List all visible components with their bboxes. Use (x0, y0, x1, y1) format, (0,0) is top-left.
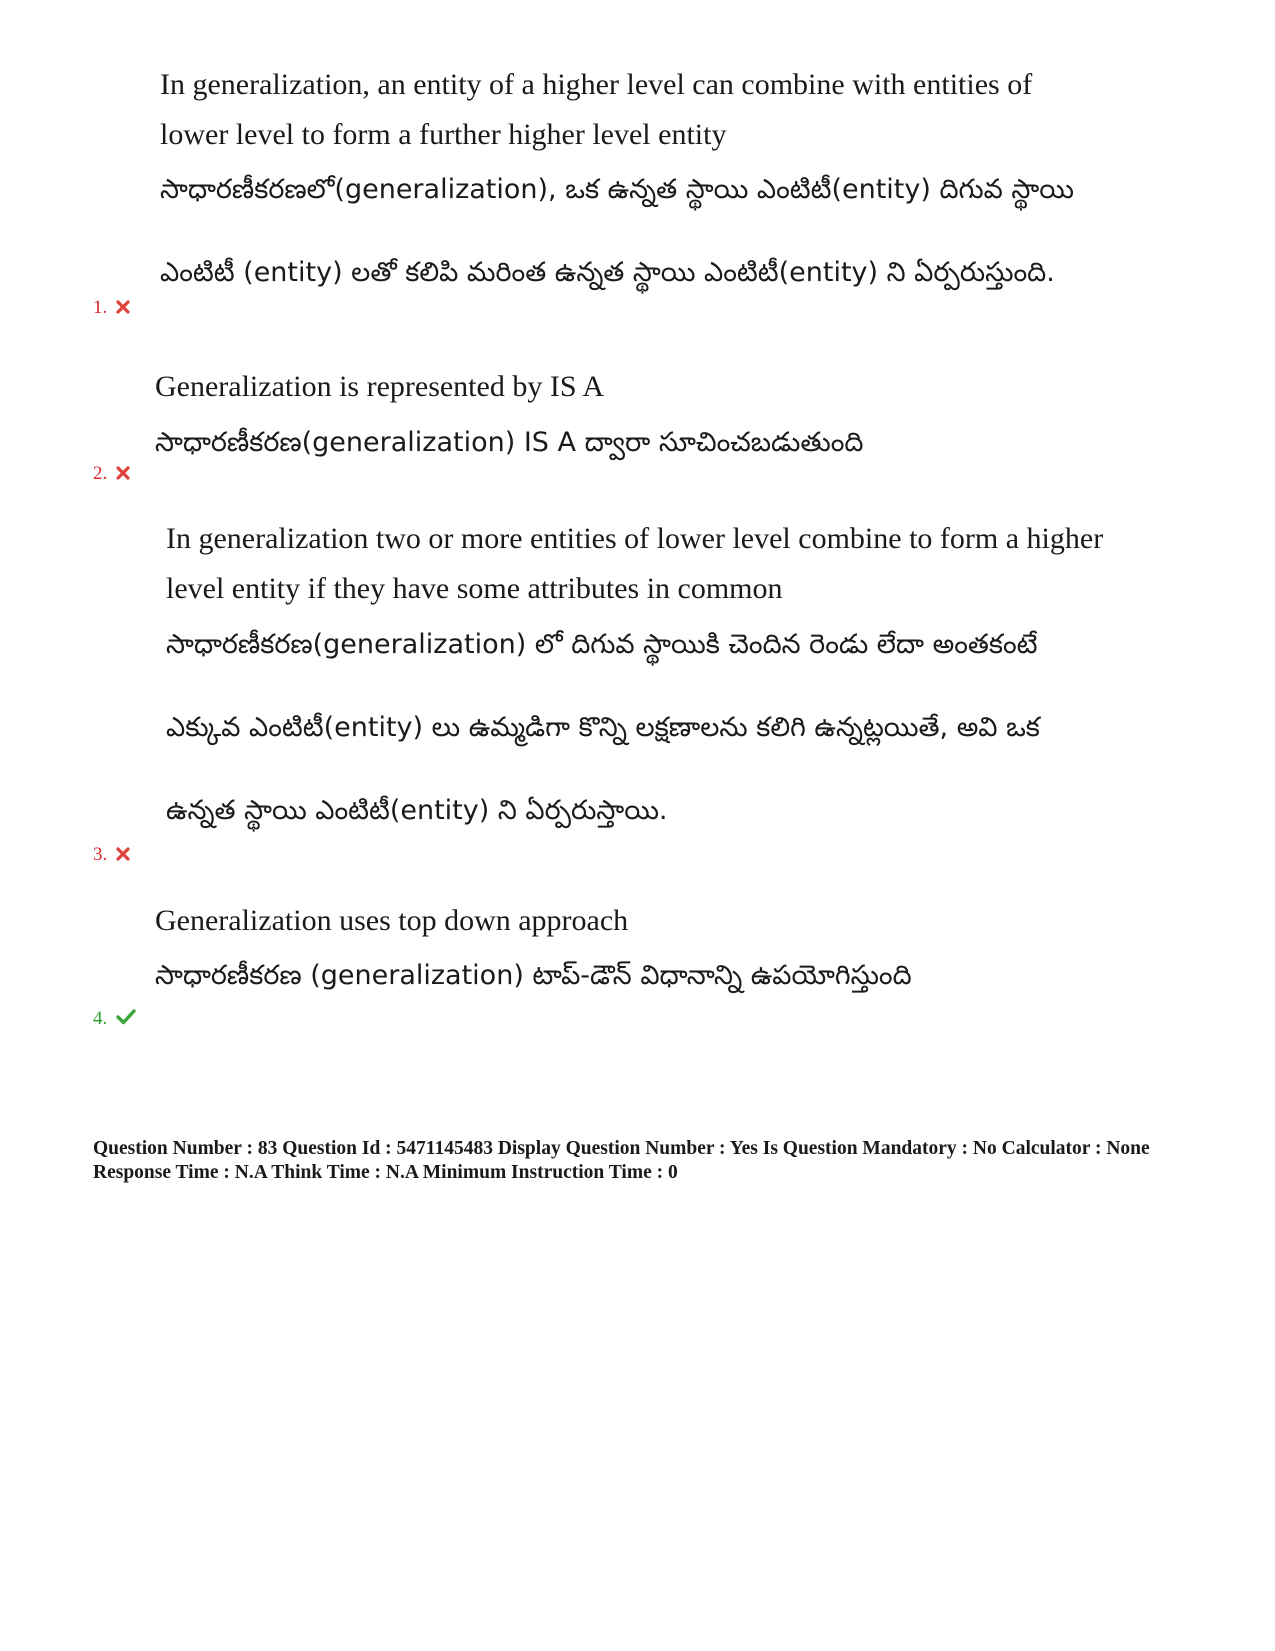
option-2-marker (93, 464, 130, 483)
option-1-number: 1. (93, 297, 108, 318)
option-1-line-1: In generalization, an entity of a higher level can combine with entities of (160, 68, 1033, 101)
cross-icon (116, 847, 130, 861)
option-2-number: 2. (93, 463, 108, 484)
option-3-line-2: level entity if they have some attributes in common (166, 572, 783, 605)
option-4-line-1: Generalization uses top down approach (155, 904, 629, 937)
option-4-marker (93, 1009, 136, 1028)
check-icon (116, 1009, 136, 1025)
option-2-line-1: Generalization is represented by IS A (155, 370, 605, 403)
option-4-line-2: సాధారణీకరణ (generalization) టాప్-డౌన్ విధానాన్ని ఉపయోగిస్తుంది (155, 960, 912, 991)
option-3-number: 3. (93, 844, 108, 865)
cross-icon (116, 300, 130, 314)
question-metadata: Question Number : 83 Question Id : 5471145483 Display Question Number : Yes Is Question Mandatory : No Calculator : None Response Time : N.A Think Time : N.A Minimum Instruction Time : 0 (93, 1138, 1150, 1183)
cross-icon (116, 466, 130, 480)
option-2-line-2: సాధారణీకరణ(generalization) IS A ద్వారా సూచించబడుతుంది (155, 427, 864, 458)
option-1-marker (93, 298, 130, 317)
option-1-line-4: ఎంటిటీ (entity) లతో కలిపి మరింత ఉన్నత స్థాయి ఎంటిటీ(entity) ని ఏర్పరుస్తుంది. (160, 257, 1055, 288)
option-3-line-3: సాధారణీకరణ(generalization) లో దిగువ స్థాయికి చెందిన రెండు లేదా అంతకంటే (166, 629, 1038, 660)
option-1-line-2: lower level to form a further higher level entity (160, 118, 727, 151)
option-3-marker (93, 845, 130, 864)
option-3-line-5: ఉన్నత స్థాయి ఎంటిటీ(entity) ని ఏర్పరుస్తాయి. (166, 795, 668, 826)
option-3-line-4: ఎక్కువ ఎంటిటీ(entity) లు ఉమ్మడిగా కొన్ని లక్షణాలను కలిగి ఉన్నట్లయితే, అవి ఒక (166, 712, 1040, 743)
option-1-line-3: సాధారణీకరణలో(generalization), ఒక ఉన్నత స్థాయి ఎంటిటీ(entity) దిగువ స్థాయి (160, 174, 1074, 205)
option-3-line-1: In generalization two or more entities of lower level combine to form a higher (166, 522, 1104, 555)
option-4-number: 4. (93, 1008, 108, 1029)
